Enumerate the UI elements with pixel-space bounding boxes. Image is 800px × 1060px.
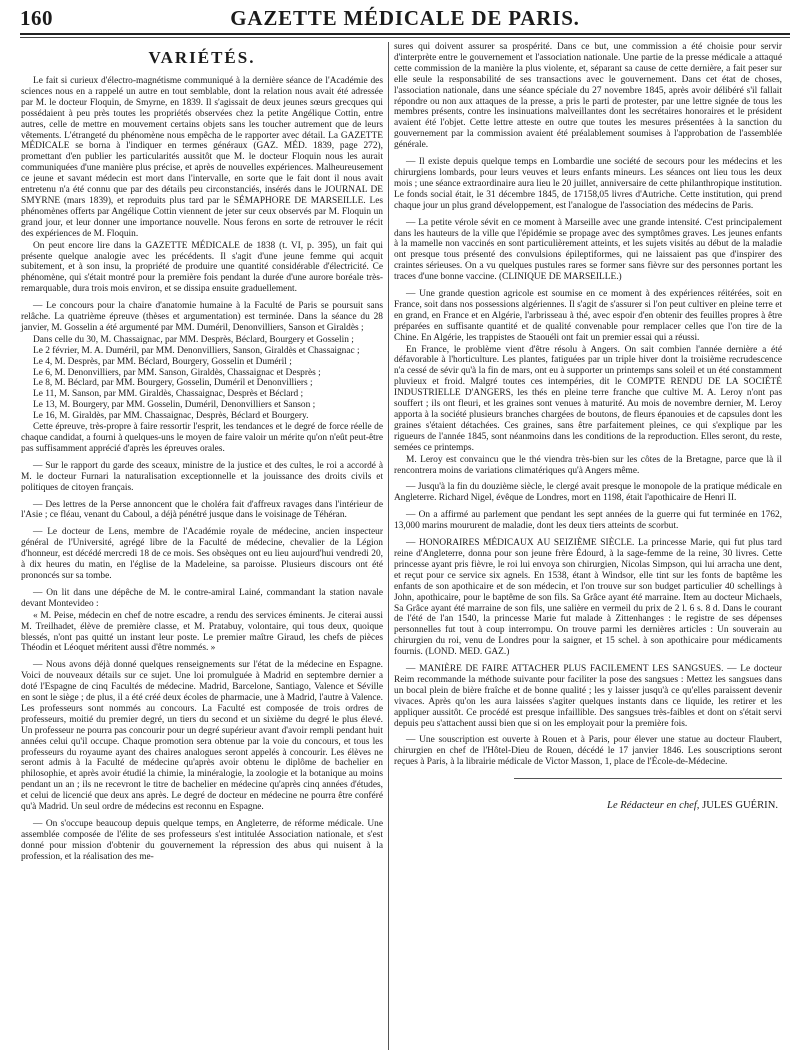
column-divider (388, 42, 389, 1050)
section-title: VARIÉTÉS. (148, 48, 256, 67)
article-paragraph: — Nous avons déjà donné quelques renseignements sur l'état de la médecine en Espagne. Voici de nouveaux détails sur ce sujet. Une loi promulguée à Madrid en septembre dernier a doté l'Espagne de cinq Facultés de médecine. Madrid, Barcelone, Santiago, Valence et Séville en sont le siège ; de plus, il a été créé deux écoles de pharmacie, une à Madrid, l'autre à Valence. Les professeurs sont nommés au concours. La Faculté est composée de trois ordres de professeurs, moitié du premier degré, un tiers du second et un sixième du degré le plus élevé. Un professeur ne pourra pas concourir pour un degré supérieur avant d'avoir rempli pendant huit années celui qu'il occupe. Chaque promotion sera obtenue par la voie du concours, et tous les professeurs du royaume ayant des chaires analogues seront appelés à concourir. Les élèves ne seront admis à la Faculté de médecine qu'après avoir obtenu le diplôme de bachelier en philosophie, et après avoir étudié la chimie, la minéralogie, la zoologie et la botanique au moins pendant un an ; ils ne recevront le titre de bachelier en médecine qu'après cinq années d'études, et celui de licencié que deux ans après. Le degré de docteur en médecine ne pourra être conféré qu'à Madrid. Un seul ordre de médecins est reconnu en Espagne. (21, 660, 383, 813)
article-paragraph: — Le docteur de Lens, membre de l'Académie royale de médecine, ancien inspecteur général de l'Université, agrégé libre de la Faculté de médecine, chevalier de la Légion d'honneur, est décédé mercredi 18 de ce mois. Ses obsèques ont eu lieu aujourd'hui vendredi 20, à dix heures du matin, en l'église de la Madeleine, sa paroisse. Plusieurs discours ont été prononcés sur sa tombe. (21, 527, 383, 581)
article-paragraph: — Le concours pour la chaire d'anatomie humaine à la Faculté de Paris se poursuit sans relâche. La quatrième épreuve (thèses et argumentation) est terminée. Dans la séance du 28 janvier, M. Gosselin a été argumenté par MM. Duméril, Denonvilliers, Sanson et Giraldès ; (21, 301, 383, 333)
page-header (20, 4, 790, 32)
signature-name: JULES GUÉRIN. (702, 800, 778, 812)
editor-signature (394, 801, 782, 812)
article-paragraph: — MANIÈRE DE FAIRE ATTACHER PLUS FACILEMENT LES SANGSUES. — Le docteur Reim recommande la méthode suivante pour faciliter la pose des sangsues : Mettez les sangsues dans un bocal plein de bière fraîche et de bonne qualité ; les y laisser jusqu'à ce qu'elles paraissent devenir vivaces. Après qu'on les aura laissées s'agiter quelques instants dans ce liquide, les retirer et les appliquer aussitôt. Ce procédé est presque infaillible. Des sangsues très-faibles et dont on s'était servi depuis peu s'attachent aussi bien que si on les employait pour la première fois. (394, 664, 782, 729)
signature-role: Le Rédacteur en chef, (607, 800, 700, 812)
article-paragraph: — Une souscription est ouverte à Rouen et à Paris, pour élever une statue au docteur Flaubert, chirurgien en chef de l'Hôtel-Dieu de Rouen, décédé le 17 janvier 1846. Les souscriptions seront reçues à Paris, à la librairie médicale de Victor Masson, 1, place de l'École-de-Médecine. (394, 735, 782, 768)
left-column (21, 42, 383, 864)
article-paragraph: Le fait si curieux d'électro-magnétisme communiqué à la dernière séance de l'Académie des sciences nous en a rappelé un autre en tout semblable, dont la relation nous avait été adressée par M. le docteur Floquin, de Smyrne, en 1839. Il s'agissait de deux jeunes sœurs grecques qui possédaient à peu près toutes les propriétés observées chez la petite Angélique Cottin, entre autres, celle de mettre en mouvement certains objets sans les toucher autrement que de leurs vêtements. L'étrangeté du phénomène nous empêcha de le rapporter avec détail. La GAZETTE MÉDICALE se borna à l'indiquer en termes généraux (GAZ. MÉD. 1839, page 272), promettant d'en publier les particularités aussitôt que M. le docteur Floquin nous les aurait communiquées d'une manière plus précise, et après de nouvelles expériences. Malheureusement ce jeune et savant médecin est mort dans l'intervalle, en sorte que le fait dont il nous avait entretenu n'a été connu que par des détails peu circonstanciés, insérés dans le JOURNAL DE SMYRNE (mars 1839), et reproduits plus tard par le SÉMAPHORE DE MARSEILLE. Les phénomènes offerts par Angélique Cottin viennent de jeter sur ceux observés par M. Floquin un grand jour, et leur donner une importance nouvelle. Nous ferons en sorte de retrouver le récit des expériences de M. Floquin. (21, 76, 383, 239)
page-number: 160 (20, 6, 53, 30)
article-paragraph: En France, le problème vient d'être résolu à Angers. On sait combien l'année dernière a été défavorable à l'horticulture. Les plantes, fatiguées par un triple hiver dont la troisième recrudescence n'a cessé de sévir qu'à la fin de mars, ont eu à supporter un printemps sans soleil et un été constamment pluvieux et froid. Malgré toutes ces intempéries, dit le COMPTE RENDU DE LA SOCIÉTÉ INDUSTRIELLE D'ANGERS, les thés en pleine terre franche que cultive M. A. Leroy n'ont pas souffert ; ils ont fleuri, et les graines sont venues à maturité. Au mois de novembre dernier, M. Leroy apporta à la société plusieurs branches chargées de boutons, de fleurs épanouies et de capsules dont les graines s'étaient détachées. Ces graines, sans être parfaitement pleines, ce qui s'explique par les rigueurs de l'année 1845, sont néanmoins dans les conditions de la reproduction. Elles seront, du reste, semées ce printemps. (394, 344, 782, 453)
article-paragraph: On peut encore lire dans la GAZETTE MÉDICALE de 1838 (t. VI, p. 395), un fait qui présente quelque analogie avec les précédents. Il s'agit d'une jeune femme qui acquit subitement, et à son insu, la propriété de produire une quantité considérable d'électricité. Ce phénomène, qui s'était montré pour la première fois pendant la durée d'une aurore boréale très-remarquable, dura trois mois environ, et se dissipa ensuite graduellement. (21, 240, 383, 295)
right-column (394, 42, 782, 812)
schedule-row: Le 2 février, M. A. Duméril, par MM. Denonvilliers, Sanson, Giraldès et Chassaignac ; (33, 345, 360, 356)
article-paragraph: Cette épreuve, très-propre à faire ressortir l'esprit, les tendances et le degré de force réelle de chaque candidat, a fourni à quelques-uns le moyen de faire valoir un mérite qu'on n'eût peut-être pas suffisamment apprécié d'après les épreuves orales. (21, 422, 383, 454)
schedule-row: Le 16, M. Giraldès, par MM. Chassaignac, Desprès, Béclard et Bourgery. (33, 411, 309, 422)
signature-rule (514, 778, 782, 779)
journal-title: GAZETTE MÉDICALE DE PARIS. (230, 6, 580, 30)
header-rule (20, 33, 790, 35)
article-paragraph: — Il existe depuis quelque temps en Lombardie une société de secours pour les médecins et les chirurgiens lombards, pour leurs veuves et leurs enfants mineurs. Les séances ont lieu tous les deux mois ; une séance extraordinaire aura lieu le 20 juillet, anniversaire de cette philanthropique institution. Le fonds social était, le 31 décembre 1845, de 17158,05 livres d'Autriche. Cette institution, qui prend chaque jour un plus grand développement, est l'analogue de l'association des médecins de Paris. (394, 157, 782, 211)
article-paragraph: M. Leroy est convaincu que le thé viendra très-bien sur les côtes de la Bretagne, parce que là il rencontrera moins de variations climatériques qu'à Angers même. (394, 454, 782, 476)
schedule-row: Le 13, M. Bourgery, par MM. Gosselin, Duméril, Denonvilliers et Sanson ; (33, 400, 316, 411)
article-paragraph: — Jusqu'à la fin du douzième siècle, le clergé avait presque le monopole de la pratique médicale en Angleterre. Richard Nigel, évêque de Londres, mort en 1198, était l'apothicaire de Henri II. (394, 482, 782, 504)
schedule-row: Le 4, M. Desprès, par MM. Béclard, Bourgery, Gosselin et Duméril ; (33, 356, 292, 367)
article-paragraph: — Des lettres de la Perse annoncent que le choléra fait d'affreux ravages dans l'intérieur de l'Asie ; ce fléau, venant du Caboul, a déjà pénétré jusque dans le voisinage de Téhéran. (21, 499, 383, 521)
article-paragraph: — On a affirmé au parlement que pendant les sept années de la guerre qui fut terminée en 1762, 13,000 marins moururent de maladie, dont les deux tiers atteints de scorbut. (394, 510, 782, 532)
article-paragraph: « M. Peise, médecin en chef de notre escadre, a rendu des services éminents. Je citerai aussi M. Treilhadet, élève de première classe, et M. Pratabuy, volontaire, qui tous deux, quoique blessés, n'ont pas quitté un instant leur poste. Le premier maître Giraud, les chefs de pièces Théodin et Léoquet méritent aussi d'être nommés. » (21, 610, 383, 654)
article-paragraph: — La petite vérole sévit en ce moment à Marseille avec une grande intensité. C'est principalement dans les hauteurs de la ville que l'épidémie se propage avec des symptômes graves. Les jeunes enfants à la mamelle non vaccinés en sont particulièrement atteints, et les sujets visités au début de la maladie ont presque tous présenté des convulsions épileptiformes, qui ne laissaient pas que d'inspirer des craintes sérieuses. On a vu quelques pustules rares se former sans fièvre sur des personnes portant les traces d'une bonne vaccine. (CLINIQUE DE MARSEILLE.) (394, 217, 782, 283)
article-paragraph: — Sur le rapport du garde des sceaux, ministre de la justice et des cultes, le roi a accordé à M. le docteur Furnari la naturalisation exceptionnelle et la jouissance des droits civils et politiques de citoyen français. (21, 460, 383, 493)
article-paragraph: — On lit dans une dépêche de M. le contre-amiral Lainé, commandant la station navale devant Montevideo : (21, 587, 383, 609)
schedule-row: Le 8, M. Béclard, par MM. Bourgery, Gosselin, Duméril et Denonvilliers ; (33, 378, 313, 389)
schedule-row: Le 6, M. Denonvilliers, par MM. Sanson, Giraldès, Chassaignac et Desprès ; (33, 367, 321, 378)
concours-schedule (21, 335, 383, 422)
schedule-row: Dans celle du 30, M. Chassaignac, par MM. Desprès, Béclard, Bourgery et Gosselin ; (33, 334, 354, 345)
schedule-row: Le 11, M. Sanson, par MM. Giraldès, Chassaignac, Desprès et Béclard ; (33, 389, 304, 400)
article-paragraph: — HONORAIRES MÉDICAUX AU SEIZIÈME SIÈCLE. La princesse Marie, qui fut plus tard reine d'Angleterre, donna pour son jeune frère Édourd, à la sage-femme de la reine, 30 livres. Cette princesse ayant pris fièvre, le roi lui envoya son chirurgien, Nicolas Simpson, qui lui arracha une dent, et reçut pour ce service six agnels. En 1538, étant à Windsor, elle tint sur les fonts de baptême les enfants de son apothicaire et de son médecin, et l'on trouve sur son budget particulier 40 schellings à John, apothicaire, pour le baptême de son fils. Sa Grâce ayant été marraine. Item au docteur Michaels, Sa Grâce ayant été marraine de son fils, une salière en vermeil du prix de 2 l. 6 s. 8 d. Dans le courant de l'été de l'an 1540, la princesse Marie fut malade à Zittenhanges : le registre de ses dépenses personnelles fut tout à coup interrompu. On trouve parmi les dernières articles : Un souverain au chirurgien du roi, venu de Londres pour la saigner, et 15 schel. à son apothicaire pour médicaments fournis. (LOND. MED. GAZ.) (394, 538, 782, 658)
article-paragraph: — On s'occupe beaucoup depuis quelque temps, en Angleterre, de réforme médicale. Une assemblée composée de l'élite de ses professeurs s'est intitulée Association nationale, et s'est donné pour mission d'obtenir du gouvernement la répression des abus qui nuisent à la profession, et la réalisation des me- (21, 819, 383, 862)
article-paragraph: — Une grande question agricole est soumise en ce moment à des expériences réitérées, soit en France, soit dans nos possessions algériennes. Il s'agit de s'assurer si l'on peut cultiver en pleine terre et en grand, en France et en Algérie, l'arbrisseau à thé, avec espoir d'en obtenir des feuilles propres à être préparées en suffisante quantité et de qualité convenable pour remplacer celles que l'on tire de la Chine. En Algérie, les trappistes de Staouéli ont fait un premier essai qui a réussi. (394, 289, 782, 343)
article-paragraph: sures qui doivent assurer sa prospérité. Dans ce but, une commission a été choisie pour servir d'interprète entre le gouvernement et l'association nationale. Une partie de la presse médicale a attaqué cette commission de la manière la plus violente, et, séparant sa cause de cette dernière, a fait peser sur elle seule la responsabilité de ses transactions avec le gouvernement. Dans cet état de choses, l'association nationale, dans une séance spéciale du 27 novembre 1845, après avoir délibéré s'il fallait répondre ou non aux attaques de la presse, a pris le parti de protester, par une lettre signée de tous les membres présents, contre les insinuations malveillantes dont les secrétaires honoraires et le président avaient été l'objet. Cette lettre atteste en outre que toutes les mesures présentées à la sanction du gouvernement par la commission avaient été préalablement soumises à l'approbation de l'assemblée générale. (394, 42, 782, 151)
header-rule-thin (20, 37, 790, 38)
